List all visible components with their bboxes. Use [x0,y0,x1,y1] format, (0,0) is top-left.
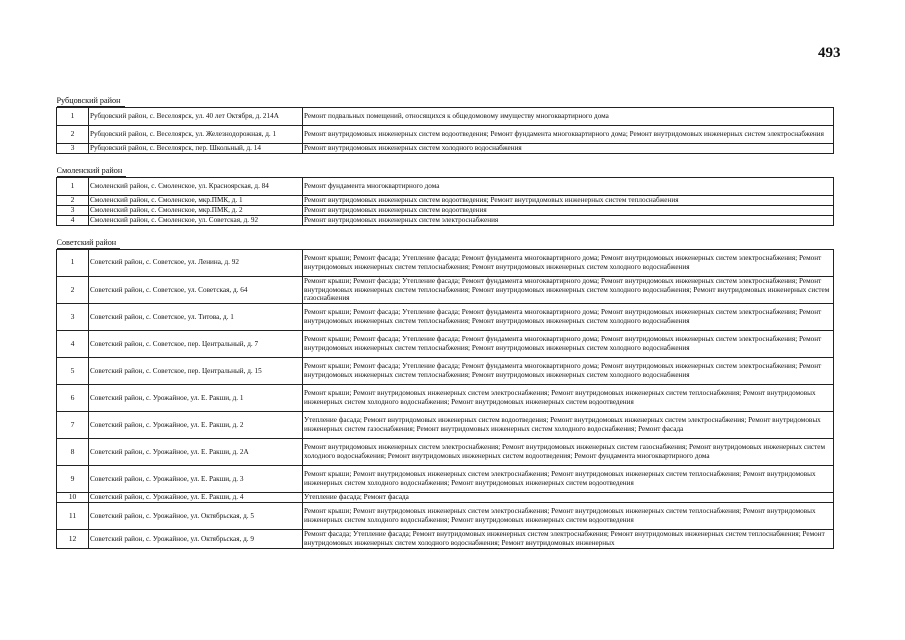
district-name: Рубцовский район [57,96,125,107]
row-number: 3 [57,304,89,331]
address-cell: Смоленский район, с. Смоленское, ул. Красноярская, д. 84 [89,177,303,195]
table-row [57,195,834,205]
works-cell: Ремонт внутридомовых инженерных систем холодного водоснабжения [303,144,834,154]
page-number: 493 [818,45,841,61]
row-number: 5 [57,358,89,385]
district-heading-row [57,96,834,108]
row-number: 1 [57,108,89,126]
address-cell: Рубцовский район, с. Веселоярск, ул. 40 лет Октября, д. 214А [89,108,303,126]
works-cell: Ремонт крыши; Ремонт фасада; Утепление фасада; Ремонт фундамента многоквартирного дома; Ремонт внутридомовых инженерных систем электроснабжения; Ремонт внутридомовых инженерных систем теплоснабжения; Ремонт внутридомовых инженерных систем холодного водоснабжения [303,304,834,331]
works-cell: Ремонт крыши; Ремонт фасада; Утепление фасада; Ремонт фундамента многоквартирного дома; Ремонт внутридомовых инженерных систем электроснабжения; Ремонт внутридомовых инженерных систем теплоснабжения; Ремонт внутридомовых инженерных систем холодного водоснабжения; Ремонт внутридомовых инженерных систем газоснабжения [303,276,834,304]
district-heading-row [57,238,834,250]
address-cell: Советский район, с. Урожайное, ул. Е. Ракши, д. 2А [89,439,303,466]
address-cell: Советский район, с. Урожайное, ул. Е. Ракши, д. 3 [89,466,303,493]
row-number: 4 [57,331,89,358]
works-cell: Утепление фасада; Ремонт внутридомовых инженерных систем водоотведения; Ремонт внутридомовых инженерных систем электроснабжения; Ремонт внутридомовых инженерных систем газоснабжения; Ремонт внутридомовых инженерных систем холодного водоснабжения; Ремонт фасада [303,412,834,439]
table-row [57,358,834,385]
works-cell: Ремонт крыши; Ремонт фасада; Утепление фасада; Ремонт фундамента многоквартирного дома; Ремонт внутридомовых инженерных систем электроснабжения; Ремонт внутридомовых инженерных систем теплоснабжения; Ремонт внутридомовых инженерных систем холодного водоснабжения [303,249,834,276]
district-name: Советский район [57,238,121,249]
works-cell: Ремонт крыши; Ремонт фасада; Утепление фасада; Ремонт фундамента многоквартирного дома; Ремонт внутридомовых инженерных систем электроснабжения; Ремонт внутридомовых инженерных систем теплоснабжения; Ремонт внутридомовых инженерных систем холодного водоснабжения [303,331,834,358]
table-row [57,439,834,466]
row-number: 12 [57,530,89,549]
address-cell: Советский район, с. Урожайное, ул. Е. Ракши, д. 4 [89,493,303,503]
address-cell: Советский район, с. Советское, ул. Титова, д. 1 [89,304,303,331]
row-number: 8 [57,439,89,466]
table-row [57,304,834,331]
works-cell: Ремонт внутридомовых инженерных систем водоотведения [303,205,834,215]
row-number: 1 [57,249,89,276]
table-row [57,493,834,503]
table-row [57,126,834,144]
works-cell: Ремонт подвальных помещений, относящихся к общедомовому имуществу многоквартирного дома [303,108,834,126]
address-cell: Советский район, с. Урожайное, ул. Октябрьская, д. 9 [89,530,303,549]
table-row [57,530,834,549]
row-number: 2 [57,126,89,144]
address-cell: Рубцовский район, с. Веселоярск, пер. Школьный, д. 14 [89,144,303,154]
table-row [57,276,834,304]
table-row [57,108,834,126]
table-row [57,144,834,154]
works-cell: Утепление фасада; Ремонт фасада [303,493,834,503]
address-cell: Советский район, с. Советское, пер. Центральный, д. 15 [89,358,303,385]
section-gap [57,153,834,166]
works-cell: Ремонт крыши; Ремонт внутридомовых инженерных систем электроснабжения; Ремонт внутридомовых инженерных систем теплоснабжения; Ремонт внутридомовых инженерных систем холодного водоснабжения; Ремонт внутридомовых инженерных систем водоотведения [303,503,834,530]
works-cell: Ремонт внутридомовых инженерных систем водоотведения; Ремонт внутридомовых инженерных систем теплоснабжения [303,195,834,205]
address-cell: Смоленский район, с. Смоленское, ул. Советская, д. 92 [89,215,303,225]
document-body [56,96,834,549]
works-cell: Ремонт фасада; Утепление фасада; Ремонт внутридомовых инженерных систем электроснабжения; Ремонт внутридомовых инженерных систем теплоснабжения; Ремонт внутридомовых инженерных систем холодного водоснабжения; Ремонт внутридомовых инженерных [303,530,834,549]
row-number: 11 [57,503,89,530]
row-number: 7 [57,412,89,439]
district-heading-row [57,166,834,178]
section-gap [57,225,834,238]
table-row [57,466,834,493]
row-number: 6 [57,385,89,412]
works-cell: Ремонт крыши; Ремонт внутридомовых инженерных систем электроснабжения; Ремонт внутридомовых инженерных систем теплоснабжения; Ремонт внутридомовых инженерных систем холодного водоснабжения; Ремонт внутридомовых инженерных систем водоотведения [303,385,834,412]
address-cell: Советский район, с. Урожайное, ул. Октябрьская, д. 5 [89,503,303,530]
table-row [57,503,834,530]
row-number: 3 [57,144,89,154]
works-cell: Ремонт крыши; Ремонт фасада; Утепление фасада; Ремонт фундамента многоквартирного дома; Ремонт внутридомовых инженерных систем электроснабжения; Ремонт внутридомовых инженерных систем теплоснабжения; Ремонт внутридомовых инженерных систем холодного водоснабжения [303,358,834,385]
address-cell: Смоленский район, с. Смоленское, мкр.ПМК, д. 1 [89,195,303,205]
row-number: 1 [57,177,89,195]
table-row [57,331,834,358]
works-cell: Ремонт внутридомовых инженерных систем электроснабжения [303,215,834,225]
table-row [57,412,834,439]
address-cell: Советский район, с. Урожайное, ул. Е. Ракши, д. 1 [89,385,303,412]
works-cell: Ремонт фундамента многоквартирного дома [303,177,834,195]
address-cell: Советский район, с. Советское, ул. Ленина, д. 92 [89,249,303,276]
works-cell: Ремонт крыши; Ремонт внутридомовых инженерных систем электроснабжения; Ремонт внутридомовых инженерных систем теплоснабжения; Ремонт внутридомовых инженерных систем холодного водоснабжения; Ремонт внутридомовых инженерных систем водоотведения [303,466,834,493]
table-row [57,177,834,195]
table-row [57,385,834,412]
address-cell: Советский район, с. Урожайное, ул. Е. Ракши, д. 2 [89,412,303,439]
address-cell: Рубцовский район, с. Веселоярск, ул. Железнодорожная, д. 1 [89,126,303,144]
row-number: 4 [57,215,89,225]
works-cell: Ремонт внутридомовых инженерных систем электроснабжения; Ремонт внутридомовых инженерных систем газоснабжения; Ремонт внутридомовых инженерных систем холодного водоснабжения; Ремонт внутридомовых инженерных систем водоотведения; Ремонт фундамента многоквартирного дома [303,439,834,466]
row-number: 10 [57,493,89,503]
district-name: Смоленский район [57,166,127,177]
table-row [57,205,834,215]
row-number: 2 [57,195,89,205]
row-number: 9 [57,466,89,493]
table-row [57,249,834,276]
address-cell: Смоленский район, с. Смоленское, мкр.ПМК, д. 2 [89,205,303,215]
table-row [57,215,834,225]
row-number: 2 [57,276,89,304]
address-cell: Советский район, с. Советское, ул. Советская, д. 64 [89,276,303,304]
address-cell: Советский район, с. Советское, пер. Центральный, д. 7 [89,331,303,358]
works-cell: Ремонт внутридомовых инженерных систем водоотведения; Ремонт фундамента многоквартирного дома; Ремонт внутридомовых инженерных систем электроснабжения [303,126,834,144]
row-number: 3 [57,205,89,215]
repair-table [56,96,834,549]
